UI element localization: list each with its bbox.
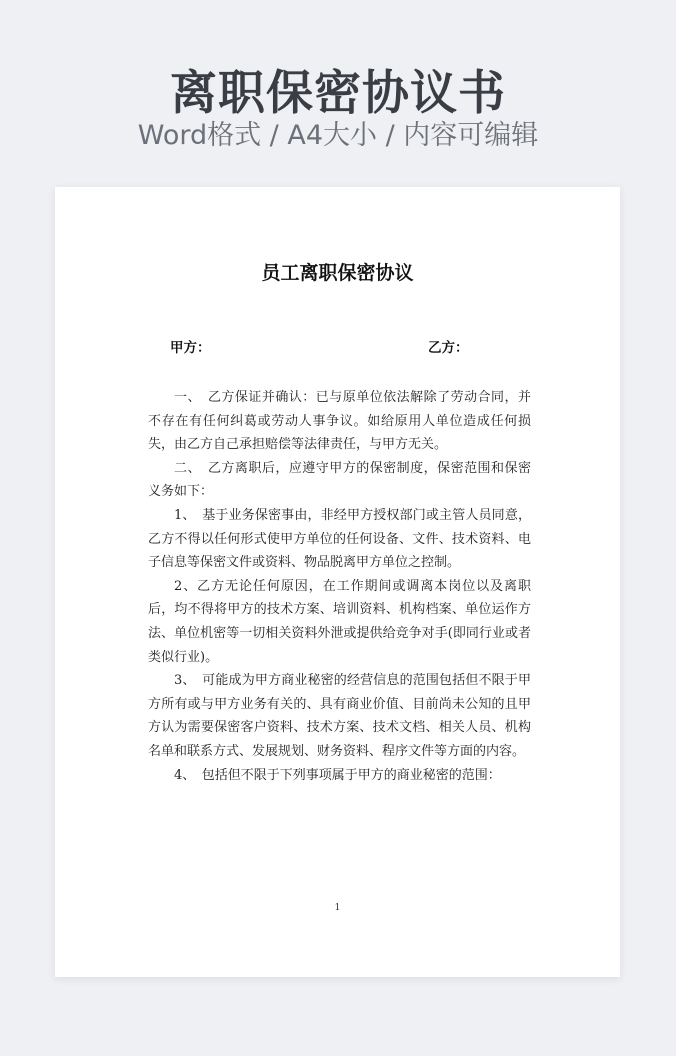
- banner-title: 离职保密协议书: [170, 66, 506, 121]
- paragraph: 1、 基于业务保密事由，非经甲方授权部门或主管人员同意，乙方不得以任何形式使甲方单位的任何设备、文件、技术资料、电子信息等保密文件或资料、物品脱离甲方单位之控制。: [148, 507, 531, 571]
- page-number: 1: [334, 903, 341, 913]
- document-page: [55, 187, 620, 977]
- paragraph: 一、 乙方保证并确认：已与原单位依法解除了劳动合同，并不存在有任何纠葛或劳动人事争议。如给原用人单位造成任何损失，由乙方自己承担赔偿等法律责任，与甲方无关。: [148, 390, 531, 453]
- banner-subtitle: Word格式 / A4大小 / 内容可编辑: [137, 120, 539, 151]
- paragraph: 4、 包括但不限于下列事项属于甲方的商业秘密的范围：: [174, 767, 501, 783]
- document-title: 员工离职保密协议: [261, 262, 414, 284]
- paragraph: 二、 乙方离职后，应遵守甲方的保密制度，保密范围和保密义务如下：: [148, 460, 531, 500]
- paragraph: 3、 可能成为甲方商业秘密的经营信息的范围包括但不限于甲方所有或与甲方业务有关的、具有商业价值、目前尚未公知的且甲方认为需要保密客户资料、技术方案、技术文档、相关人员、机构名单和联系方式、发展规划、财务资料、程序文件等方面的内容。: [148, 673, 531, 759]
- party-a-label: 甲方：: [170, 340, 211, 356]
- paragraph: 2、乙方无论任何原因，在工作期间或调离本岗位以及离职后，均不得将甲方的技术方案、培训资料、机构档案、单位运作方法、单位机密等一切相关资料外泄或提供给竞争对手(即同行业或者类似行业)。: [148, 578, 531, 665]
- document-body: [148, 386, 531, 787]
- party-b-label: 乙方：: [428, 340, 469, 356]
